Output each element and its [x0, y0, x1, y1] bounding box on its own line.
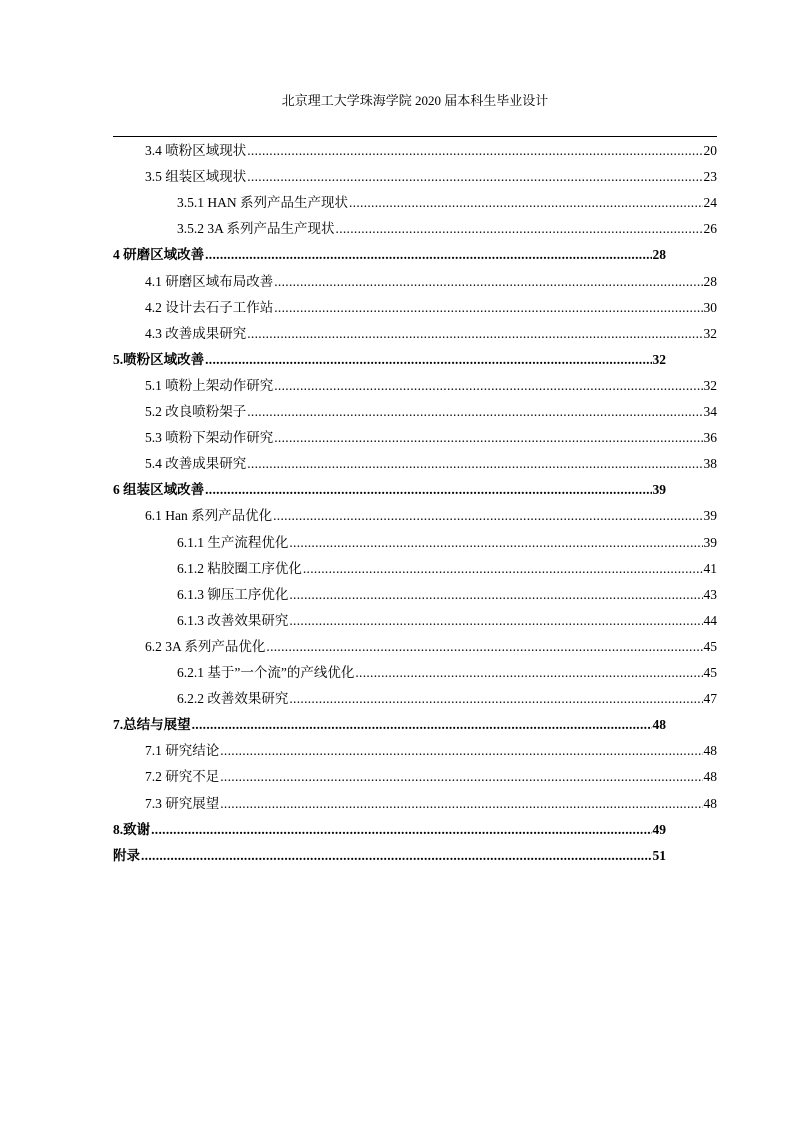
toc-entry[interactable] [145, 324, 717, 344]
toc-dot-leader [289, 611, 702, 631]
toc-page-number: 26 [703, 221, 717, 237]
toc-entry[interactable] [113, 480, 666, 500]
header-divider [113, 136, 717, 137]
toc-dot-leader [336, 219, 703, 239]
toc-dot-leader [247, 402, 702, 422]
toc-page-number: 36 [703, 430, 717, 446]
toc-entry[interactable] [145, 637, 717, 657]
toc-page-number: 41 [703, 560, 717, 576]
toc-entry-title: 6 组装区域改善 [113, 482, 205, 498]
toc-dot-leader [274, 272, 702, 292]
toc-page-number: 39 [703, 508, 717, 524]
toc-page-number: 43 [703, 586, 717, 602]
toc-page-number: 28 [703, 273, 717, 289]
toc-dot-leader [303, 559, 703, 579]
toc-entry[interactable] [145, 767, 717, 787]
toc-page-number: 30 [703, 299, 717, 315]
toc-entry[interactable] [177, 611, 717, 631]
toc-entry-title: 7.3 研究展望 [145, 795, 220, 811]
toc-entry-title: 4.1 研磨区域布局改善 [145, 273, 274, 289]
toc-entry[interactable] [145, 141, 717, 161]
toc-entry-title: 5.4 改善成果研究 [145, 456, 247, 472]
toc-entry-title: 6.1.1 生产流程优化 [177, 534, 289, 550]
toc-entry[interactable] [177, 219, 717, 239]
toc-entry[interactable] [145, 167, 717, 187]
toc-dot-leader [274, 298, 702, 318]
toc-entry[interactable] [177, 559, 717, 579]
toc-dot-leader [247, 141, 702, 161]
toc-entry[interactable] [145, 506, 717, 526]
toc-entry-title: 附录 [113, 847, 140, 863]
toc-entry-title: 6.1.2 粘胶圈工序优化 [177, 560, 302, 576]
toc-page-number: 38 [703, 456, 717, 472]
toc-dot-leader [220, 741, 702, 761]
toc-entry[interactable] [177, 585, 717, 605]
toc-dot-leader [289, 533, 702, 553]
toc-dot-leader [247, 324, 702, 344]
toc-entry[interactable] [113, 245, 666, 265]
toc-entry[interactable] [177, 663, 717, 683]
toc-entry[interactable] [145, 272, 717, 292]
toc-entry[interactable] [145, 428, 717, 448]
toc-entry-title: 5.1 喷粉上架动作研究 [145, 377, 274, 393]
toc-entry-title: 5.喷粉区域改善 [113, 351, 205, 367]
toc-page-number: 48 [703, 743, 717, 759]
toc-page-number: 24 [703, 195, 717, 211]
toc-dot-leader [289, 689, 702, 709]
toc-entry-title: 4 研磨区域改善 [113, 247, 205, 263]
toc-dot-leader [220, 794, 702, 814]
toc-page-number: 45 [703, 638, 717, 654]
toc-entry-title: 5.3 喷粉下架动作研究 [145, 430, 274, 446]
toc-entry[interactable] [145, 794, 717, 814]
toc-entry-title: 7.总结与展望 [113, 717, 191, 733]
toc-entry[interactable] [145, 402, 717, 422]
toc-page-number: 34 [703, 404, 717, 419]
toc-dot-leader [273, 506, 702, 526]
toc-entry-title: 6.1.3 改善效果研究 [177, 612, 289, 628]
toc-entry-title: 6.2.2 改善效果研究 [177, 691, 289, 707]
toc-entry-title: 7.1 研究结论 [145, 743, 220, 759]
toc-entry[interactable] [177, 193, 717, 213]
toc-dot-leader [151, 820, 651, 840]
toc-dot-leader [205, 480, 651, 500]
toc-dot-leader [274, 376, 702, 396]
toc-page-number: 47 [703, 691, 717, 707]
toc-dot-leader [220, 767, 702, 787]
toc-page-number: 48 [703, 795, 717, 811]
toc-dot-leader [205, 350, 651, 370]
toc-entry-title: 3.5.2 3A 系列产品生产现状 [177, 221, 335, 237]
toc-entry-title: 3.4 喷粉区域现状 [145, 143, 247, 158]
toc-page-number: 20 [703, 143, 717, 158]
toc-entry[interactable] [113, 350, 666, 370]
toc-entry-title: 6.2.1 基于”一个流”的产线优化 [177, 665, 355, 680]
page-header [113, 92, 717, 110]
toc-dot-leader [141, 846, 652, 866]
toc-entry-title: 6.2 3A 系列产品优化 [145, 638, 266, 654]
toc-entry-title: 6.1.3 铆压工序优化 [177, 586, 289, 602]
toc-entry-title: 3.5 组装区域现状 [145, 169, 247, 185]
toc-entry[interactable] [177, 533, 717, 553]
toc-page-number: 45 [703, 665, 717, 680]
toc-page-number: 39 [703, 534, 717, 550]
toc-page-number: 48 [652, 717, 666, 733]
toc-dot-leader [192, 715, 652, 735]
toc-dot-leader [247, 167, 702, 187]
toc-entry-title: 4.2 设计去石子工作站 [145, 299, 274, 315]
toc-entry-title: 4.3 改善成果研究 [145, 325, 247, 341]
toc-dot-leader [289, 585, 702, 605]
toc-dot-leader [266, 637, 702, 657]
toc-dot-leader [247, 454, 702, 474]
toc-page-number: 48 [703, 769, 717, 785]
toc-entry[interactable] [177, 689, 717, 709]
toc-page-number: 44 [703, 612, 717, 628]
toc-entry-title: 5.2 改良喷粉架子 [145, 404, 247, 419]
toc-entry[interactable] [145, 298, 717, 318]
toc-page-number: 23 [703, 169, 717, 185]
toc-dot-leader [274, 428, 702, 448]
toc-dot-leader [349, 193, 703, 213]
toc-dot-leader [205, 245, 651, 265]
toc-page-number: 51 [652, 847, 666, 863]
toc-page-number: 32 [703, 377, 717, 393]
toc-entry-title: 6.1 Han 系列产品优化 [145, 508, 273, 524]
toc-entry[interactable] [145, 741, 717, 761]
toc-page-number: 49 [652, 821, 666, 837]
header-title: 北京理工大学珠海学院 2020 届本科生毕业设计 [281, 93, 549, 108]
toc-dot-leader [355, 663, 702, 683]
toc-entry-title: 7.2 研究不足 [145, 769, 220, 785]
toc-entry[interactable] [145, 376, 717, 396]
toc-entry[interactable] [113, 820, 666, 840]
toc-entry[interactable] [145, 454, 717, 474]
toc-page-number: 32 [652, 351, 666, 367]
toc-entry[interactable] [113, 715, 666, 735]
toc-page-number: 32 [703, 325, 717, 341]
toc-entry[interactable] [113, 846, 666, 866]
toc-entry-title: 3.5.1 HAN 系列产品生产现状 [177, 195, 348, 211]
toc-entry-title: 8.致谢 [113, 821, 151, 837]
toc-page-number: 39 [652, 482, 666, 498]
toc-page-number: 28 [652, 247, 666, 263]
